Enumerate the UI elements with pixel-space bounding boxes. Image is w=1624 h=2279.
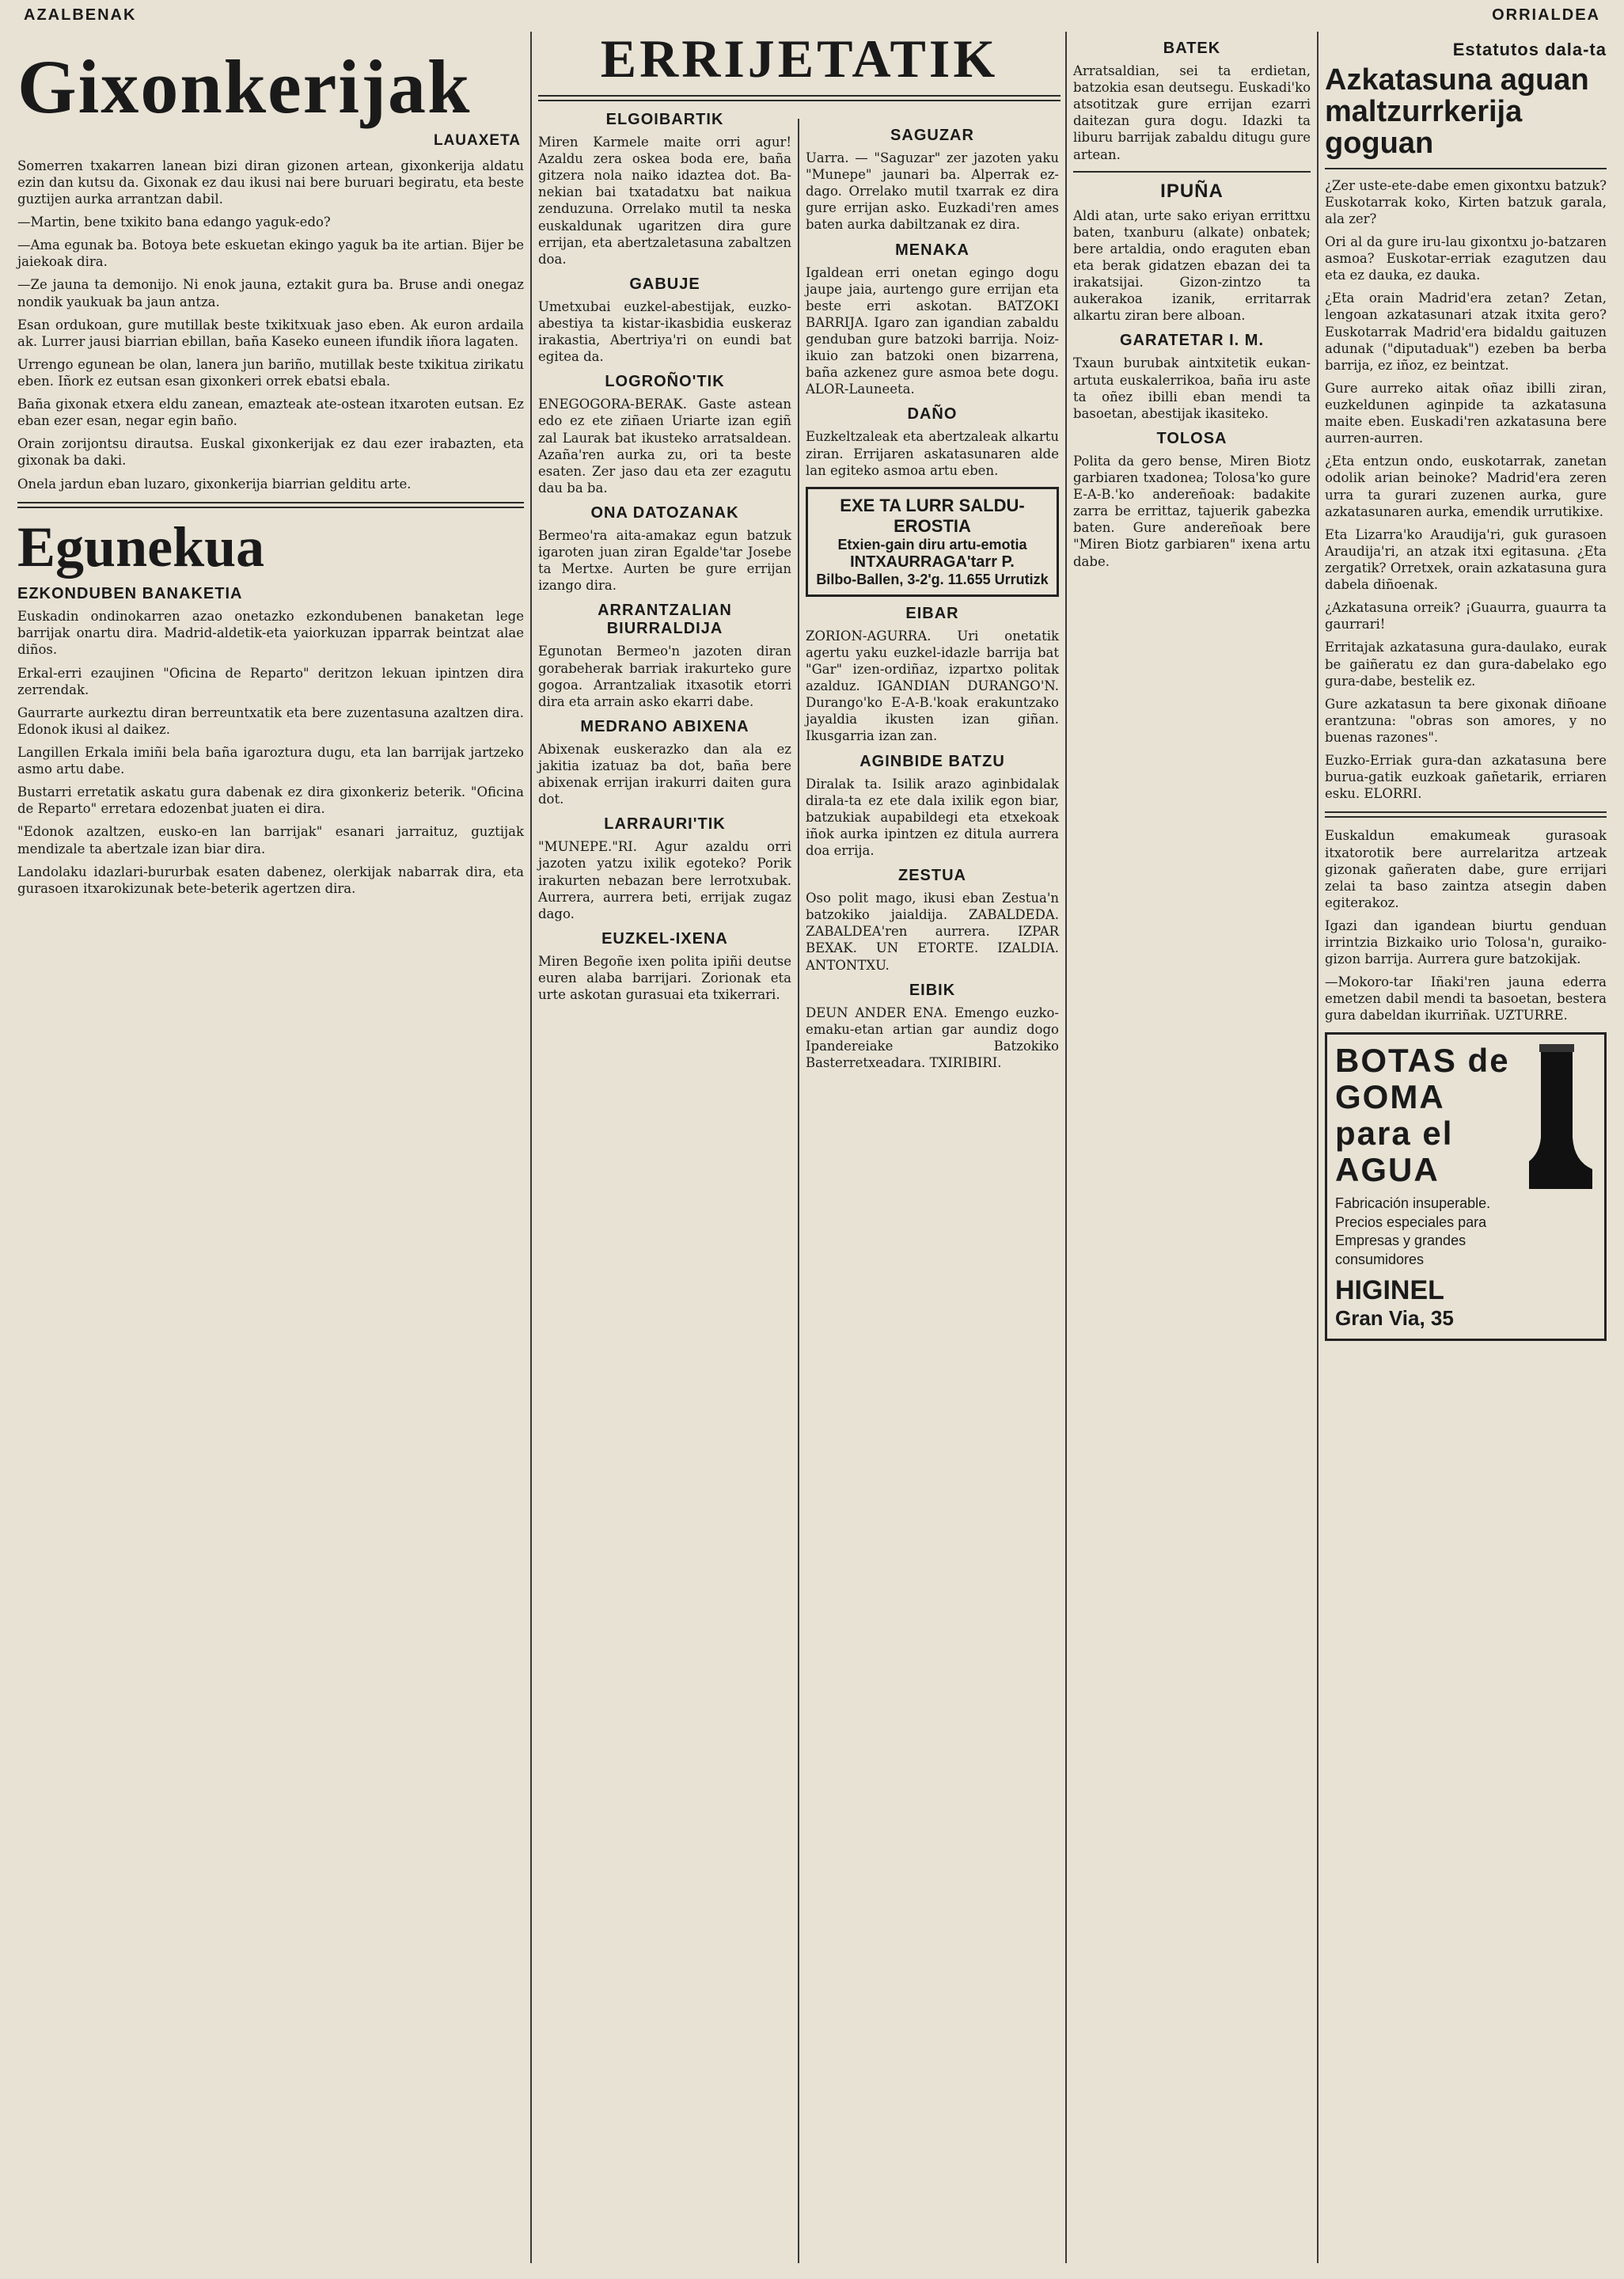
paragraph: Langillen Erkala imiñi bela baña igaroztura dugu, eta lan barrijak jartzeko asmo artu dabe. (17, 745, 524, 777)
item-text: ENEGOGORA-BERAK. Gaste astean edo ez ete ziñaen Uriarte izan egiñ zal Laurak bat ikusteko arratsaldean. Azaña'ren aurka zu, ori ta beste esaten. Zer jaso dau eta zer ezagutu dau ba ba. (538, 397, 791, 496)
paragraph: —Ze jauna ta demonijo. Ni enok jauna, eztakit gura ba. Bruse andi onegaz nondik yaukuak ba jaun antza. (17, 277, 524, 310)
item-title: BATEK (1163, 40, 1221, 57)
item-title: ZESTUA (898, 867, 966, 885)
item-title: ELGOIBARTIK (605, 111, 724, 128)
paragraph: "Edonok azaltzen, eusko-en lan barrijak" esanari jarraituz, guztijak mendizale ta abertzale izan biar dira. (17, 824, 524, 857)
item-text: Igaldean erri onetan egingo dogu jaupe jaia, aurtengo gure errijan eta beste erri askotan. BATZOKI BARRIJA. Igaro zan igandian zabaldu genduban gure batzoki barrija. Noiz-ikuio zan batzoki onen bizarrena, baña azkenez gure asmoa bete dogu. ALOR-Launeeta. (806, 264, 1059, 397)
paragraph: ¿Azkatasuna orreik? ¡Guaurra, guaurra ta gaurrari! (1325, 600, 1607, 632)
divider (538, 95, 1061, 101)
item-title: SAGUZAR (890, 127, 974, 144)
paragraph: Orain zorijontsu dirautsa. Euskal gixonkerijak ez dau ezer irabazten, eta gixonak ba daki. (17, 436, 524, 469)
ad-line-4: Bilbo-Ballen, 3-2'g. 11.655 Urrutizk (816, 571, 1049, 587)
paragraph: Igazi dan igandean biurtu genduan irrintzia Bizkaiko urio Tolosa'n, guraiko-gizon barrija. Aurrera gure batzokijak. (1325, 917, 1607, 967)
paragraph: Eta Lizarra'ko Araudija'ri, guk gurasoen Araudija'ri, an atzak itxi egitasuna. ¿Eta zergatik? Orretxek, orain azkatasuna gura dabela diñoenak. (1325, 526, 1607, 593)
headline-azkatasuna: Azkatasuna aguan maltzurrkerija goguan (1325, 63, 1589, 160)
paragraph: —Mokoro-tar Iñaki'ren jauna ederra emetzen dabil mendi ta basoetan, bestera gura dabeldan ikurriñak. UZTURRE. (1325, 974, 1607, 1024)
item-text: ZORION-AGURRA. Uri onetatik agertu yaku euzkel-idazle barrija bat "Gar" izen-ordiñaz, izpartxo politak azalduz. IGANDIAN DURANGO'N. Durango'ko E-A-B.'koak erakuntzako jayaldia ikusten izan giñan. Ikusgarria izan zan. (806, 628, 1059, 744)
item-text: Miren Karmele maite orri agur! Azaldu zera oskea boda ere, baña gitzera nola naiko idaztea dot. Ba-nekian bai txatadatxu bat naikua zenduzuna. Orrelako mutil ta neska euskaldunak ugaritzen dira gure errijan, eta abertzaletasuna zabaltzen doa. (538, 135, 791, 267)
paragraph: Landolaku idazlari-bururbak esaten dabenez, olerkijak nabarrak dira, eta gurasoen itxarokizunak bete-beterik agertzen dira. (17, 864, 524, 896)
paragraph: Erritajak azkatasuna gura-daulako, eurak be gaiñeratu ez dan gura-dabelako ego gura-dabe, bestelik ez. (1325, 640, 1607, 689)
top-right-label: ORRIALDEA (1492, 6, 1600, 24)
item-title: LOGROÑO'TIK (605, 373, 725, 391)
item-title: MENAKA (895, 241, 969, 259)
column-rule (798, 119, 799, 2263)
ad-line-1: EXE TA LURR SALDU-EROSTIA (840, 495, 1025, 536)
paragraph: Baña gixonak etxera eldu zanean, emazteak ate-ostean itxaroten eutsan. Ez eban ezer esan, negar egin baño. (17, 397, 524, 429)
item-title: GABUJE (629, 275, 700, 293)
item-title: ARRANTZALIAN BIURRALDIJA (598, 602, 732, 638)
section-estatutos: Estatutos dala-ta (1452, 40, 1607, 59)
divider (1325, 168, 1607, 169)
ad-line-3: INTXAURRAGA'tarr P. (850, 553, 1015, 571)
item-title: EUZKEL-IXENA (601, 929, 728, 948)
paragraph: Ori al da gure iru-lau gixontxu jo-batzaren asmoa? Euskotar-erriak ezagutzen dau eta ez dauka, ez dauka. (1325, 234, 1607, 283)
item-text: Egunotan Bermeo'n jazoten diran gorabeherak barriak irakurteko gure gogoa. Arrantzaliak itxasotik etorri dira eta arrain asko ekarri dabe. (538, 644, 791, 709)
item-text: Aldi atan, urte sako eriyan errittxu baten, txanburu (alkate) onbatek; bere artaldia, ondo eraguten eban eta berak gidatzen ebazan dei ta irakatsijai. Gizon-zintzo ta aukerakoa izanik, erritarrak alkartu ziran bere alboan. (1073, 207, 1311, 324)
paragraph: —Ama egunak ba. Botoya bete eskuetan ekingo yaguk ba ite artian. Bijer be jaiekoak dira. (17, 237, 524, 270)
item-title: EIBAR (905, 604, 959, 622)
paragraph: Euskaldun emakumeak gurasoak itxatorotik bere aurrelaritza artzeak gizonak gañeraten dabe, gure errijari zelai ta baso zaintza atsegin daben egiterakoz. (1325, 828, 1607, 910)
masthead-errijetatik: ERRIJETATIK (600, 28, 999, 89)
boots-brand: HIGINEL (1335, 1274, 1444, 1305)
column-rule (1065, 32, 1067, 2263)
paragraph: Urrengo egunean be olan, lanera jun bariño, mutillak beste txikitua zirikatu eben. Iñork ez eutsan esan gixonkeri orrek ebatsi ebala. (17, 356, 524, 389)
paragraph: Euzko-Erriak gura-dan azkatasuna bere burua-gatik euzkoak gañetarik, erriaren esku. ELORRI. (1325, 753, 1607, 802)
headline-egunekua: Egunekua (17, 515, 265, 579)
item-text: Abixenak euskerazko dan ala ez jakitia izatuaz ba dot, baña bere abixenak errijan irakurri daiten gura dot. (538, 741, 791, 807)
byline-lauaxeta: LAUAXETA (433, 131, 521, 149)
subhead-ezkonduben: EZKONDUBEN BANAKETIA (17, 585, 243, 603)
paragraph: Erkal-erri ezaujinen "Oficina de Reparto" deritzon lekuan ipintzen dira zerrendak. (17, 665, 524, 697)
divider (17, 502, 524, 508)
item-title: LARRAURI'TIK (604, 815, 726, 834)
item-text: Euzkeltzaleak eta abertzaleak alkartu ziran. Errijaren askatasunaren alde lan egiteko asmoa artu eben. (806, 429, 1059, 478)
item-title: IPUÑA (1160, 180, 1224, 202)
item-text: Miren Begoñe ixen polita ipiñi deutse euren alaba barrijari. Zorionak eta urte askotan gurasuai eta txikerrari. (538, 953, 791, 1003)
top-left-label: AZALBENAK (24, 6, 137, 24)
egunekua-section (17, 515, 524, 903)
paragraph: ¿Zer uste-ete-dabe emen gixontxu batzuk? Euskotarrak koko, Kirten batzuk garala, ala zer? (1325, 177, 1607, 226)
paragraph: —Martin, bene txikito bana edango yaguk-edo? (17, 215, 331, 230)
paragraph: ¿Eta orain Madrid'era zetan? Zetan, lengoan azkatasunari atzak itxita gero? Euskotarrak Madrid'era bidaldu gaituzen adunak ("diputaduak") ezeben ba berba barrija, ez iñoz, ez beintzat. (1325, 291, 1607, 373)
divider (1073, 171, 1311, 173)
boots-title: BOTAS de GOMA para el AGUA (1335, 1041, 1510, 1189)
paragraph: Gure azkatasun ta bere gixonak diñoane erantzuna: "obras son amores, y no buenas razones". (1325, 696, 1607, 745)
item-text: Diralak ta. Isilik arazo aginbidalak dirala-ta ez ete dala ixilik egon biar, batzukiak aupabildegi eta etxekoak iñok aurka ipintzen ez ditula aurrera doa errija. (806, 776, 1059, 858)
item-text: "MUNEPE."RI. Agur azaldu orri jazoten yatzu ixilik egoteko? Porik irakurten nebazan bere lerrotxubak. Aurrera, aurrera beti, errijak zugaz dago. (538, 839, 791, 921)
paragraph: Somerren txakarren lanean bizi diran gizonen artean, gixonkerija aldatu ezin dan kutsu da. Gixonak ez dau ikusi nai bere buruari begiratu, eta beste guztijen aurka arrantzan dabil. (17, 158, 524, 207)
item-title: DAÑO (907, 405, 958, 424)
boots-desc: Fabricación insuperable. Precios especiales para Empresas y grandes consumidores (1335, 1195, 1491, 1267)
item-text: Polita da gero bense, Miren Biotz garbiaren txadonea; Tolosa'ko gure E-A-B.'ko andereñoak: badakite zarra be errittaz, tajuerik gabezka baten. Gure andereñoak bere "Miren Biotz garbiaren" ixena artu dabe. (1073, 453, 1311, 569)
boots-address: Gran Via, 35 (1335, 1305, 1454, 1330)
column-rule (1317, 32, 1319, 2263)
real-estate-ad (806, 487, 1059, 597)
item-text: Uarra. — "Saguzar" zer jazoten yaku "Munepe" jaunari ba. Alperrak ez-dago. Orrelako mutil txarrak ez dira gure errijan asko. Euzkadi'ren ames baten aurka dabiltzanak ez dira. (806, 150, 1059, 233)
item-title: TOLOSA (1156, 429, 1227, 447)
column-4 (1073, 32, 1311, 2264)
divider (1325, 811, 1607, 818)
item-text: DEUN ANDER ENA. Emengo euzko-emaku-etan artian gar aundiz dogo Ipandereiake Batzokiko Basterretxeadara. TXIRIBIRI. (806, 1005, 1059, 1070)
column-rule (530, 32, 532, 2263)
headline-gixonkerijak: Gixonkerijak (17, 44, 472, 129)
page-top-strip (24, 5, 1600, 28)
boots-ad (1325, 1032, 1607, 1341)
item-title: AGINBIDE BATZU (859, 752, 1005, 770)
paragraph: Gaurrarte aurkeztu diran berreuntxatik eta bere zuzentasuna azaltzen dira. Edonok ikusi al daikez. (17, 705, 524, 737)
column-3 (806, 119, 1059, 2264)
paragraph: Gure aurreko aitak oñaz ibilli ziran, euzkeldunen aginpide ta azkatasuna maite eben. Euskadi'ren azkatasuna bere aurren-aurren. (1325, 380, 1607, 446)
ad-line-2: Etxien-gain diru artu-emotia (837, 536, 1027, 553)
item-title: GARATETAR I. M. (1119, 332, 1265, 350)
column-5 (1325, 32, 1607, 2264)
paragraph: Onela jardun eban luzaro, gixonkerija biarrian gelditu arte. (17, 476, 412, 492)
rubber-boot-icon (1525, 1043, 1596, 1193)
paragraph: Euskadin ondinokarren azao onetazko ezkondubenen banaketan lege barrijak onartu dira. Madrid-aldetik-eta yaiorkuzan ipparrak beintzat alae diños. (17, 609, 524, 658)
item-text: Arratsaldian, sei ta erdietan, batzokia esan deutsegu. Euskadi'ko atsotitzak gure errijan ezarri daitezan gura dogu. Idazki ta liburu barrijak zabaldu ditugu gure artean. (1073, 63, 1311, 162)
item-text: Oso polit mago, ikusi eban Zestua'n batzokiko jaialdija. ZABALDEDA. ZABALDEA'ren aurrera. IZPAR BEXAK. UN ETORTE. IZALDIA. ANTONTXU. (806, 891, 1059, 973)
item-text: Txaun burubak aintxitetik eukan-artuta euskalerrikoa, baña iru aste ta oñez ibilli eban mendi ta basoetan, abestijak ikasiteko. (1073, 355, 1311, 421)
item-text: Bermeo'ra aita-amakaz egun batzuk igaroten juan ziran Egalde'tar Josebe ta Mertxe. Aurten be gure errijan izango dira. (538, 527, 791, 594)
item-title: EIBIK (909, 981, 956, 999)
paragraph: Bustarri erretatik askatu gura dabenak ez dira gixonkeriz beterik. "Oficina de Reparto" erretara edozenbat juaten ei dira. (17, 784, 524, 817)
item-title: ONA DATOZANAK (590, 503, 739, 522)
column-1 (17, 32, 524, 2264)
paragraph: ¿Eta entzun ondo, euskotarrak, zanetan odolik arian beinoke? Madrid'era zeren urra ta gurari zuzenen aurka, gure azkatasunaren aurka, emendik urrutikixe. (1325, 454, 1607, 519)
paragraph: Esan ordukoan, gure mutillak beste txikitxuak jaso eben. Ak euron ardaila ak. Lurrer jausi biarrian ebillan, baña Kaseko euneen ifundik iñora lagaten. (17, 317, 524, 349)
item-title: MEDRANO ABIXENA (580, 717, 749, 735)
item-text: Umetxubai euzkel-abestijak, euzko-abestiya ta kistar-ikasbidia euskeraz irakastia, Abertriya'ri on eundi bat egitea da. (538, 298, 791, 365)
